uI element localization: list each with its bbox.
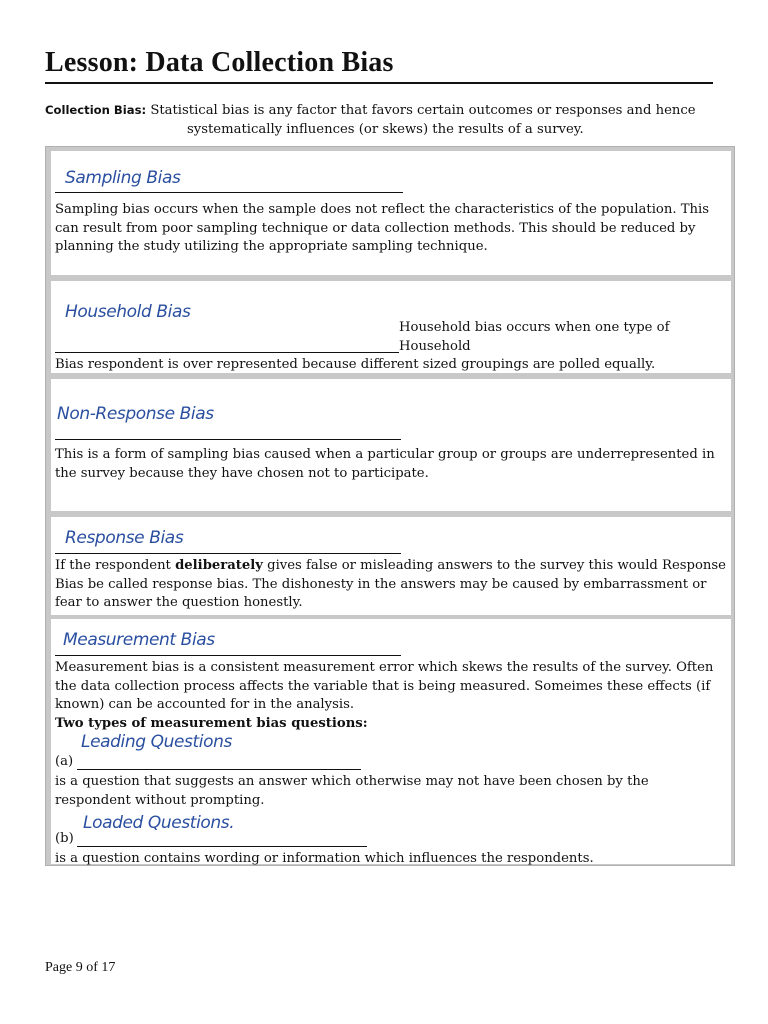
section-sampling-bias [51,151,731,275]
household-bias-text-inline: Household bias occurs when one type of Household [399,320,670,354]
answer-line [77,769,361,770]
intro-paragraph [45,101,725,139]
section-household-bias [51,281,731,373]
answer-line [55,352,399,353]
handwritten-sampling-bias: Sampling Bias [65,168,181,188]
loaded-questions-text: is a question contains wording or information which influences the respondents. [55,851,594,866]
item-b [55,810,727,850]
sampling-bias-text: Sampling bias occurs when the sample does not reflect the characteristics of the population. This can result from poor sampling technique or data collection methods. This should be reduced by planning the study utilizing the appropriate sampling technique. [55,202,710,254]
handwritten-response-bias: Response Bias [65,528,184,548]
handwritten-household-bias: Household Bias [65,302,191,322]
measurement-bias-text: Measurement bias is a consistent measurement error which skews the results of the survey. Often the data collection process affects the variable that is being measured. Someimes these effects (if known) can be accounted for in the analysis. [55,660,714,712]
answer-line [55,655,401,656]
section-measurement-bias [51,619,731,864]
item-a [55,733,727,773]
item-b-label: (b) [55,831,74,846]
item-a-label: (a) [55,754,74,769]
lesson-title: Lesson: Data Collection Bias [45,44,713,84]
page-number: Page 9 of 17 [45,960,116,975]
leading-questions-text: is a question that suggests an answer which otherwise may not have been chosen by the respondent without prompting. [55,774,649,808]
section-non-response-bias [51,379,731,511]
answer-line [55,192,403,193]
intro-text-line1: Statistical bias is any factor that favors certain outcomes or responses and hence [150,103,696,118]
handwritten-leading-questions: Leading Questions [81,732,232,752]
handwritten-non-response-bias: Non-Response Bias [57,404,214,424]
answer-line [55,553,401,554]
answer-line [55,439,401,440]
answer-line [77,846,367,847]
response-bias-text [55,557,727,613]
intro-label: Collection Bias: [45,103,147,117]
response-text-part1: If the respondent [55,558,176,573]
response-text-bold: deliberately [175,558,263,573]
intro-text-line2: systematically influences (or skews) the results of a survey. [187,122,584,137]
response-text-part2: gives false or misleading answers to the survey this would Response Bias be called response bias. The dishonesty in the answers may be caused by embarrassment or fear to answer the question honestly. [55,558,726,610]
measurement-subheading: Two types of measurement bias questions: [55,715,368,731]
handwritten-loaded-questions: Loaded Questions. [83,813,235,833]
non-response-bias-text: This is a form of sampling bias caused when a particular group or groups are underrepresented in the survey because they have chosen not to participate. [55,447,715,481]
bias-table [45,146,735,866]
section-response-bias [51,517,731,615]
handwritten-measurement-bias: Measurement Bias [63,630,215,650]
household-bias-text: Bias respondent is over represented because different sized groupings are polled equally. [55,357,656,372]
